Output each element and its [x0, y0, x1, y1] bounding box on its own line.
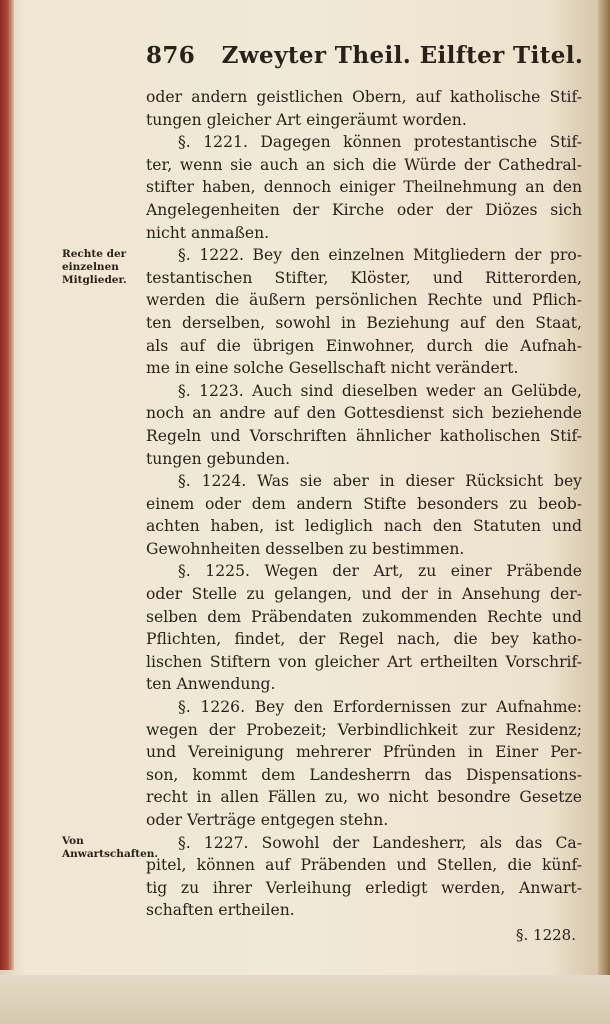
text-line: werden die äußern persönlichen Rechte und Pflich- [146, 291, 582, 310]
text-line: testantischen Stifter, Klöster, und Ritterorden, [146, 268, 582, 287]
text-line: oder Stelle zu gelangen, und der in Ansehung der- [146, 585, 582, 604]
margin-note-anwartschaften: Von Anwartschaften. [62, 835, 159, 860]
text-line: Angelegenheiten der Kirche oder der Diözes sich [146, 200, 582, 219]
text-line: einem oder dem andern Stifte besonders zu beob- [146, 494, 582, 513]
text-line: §. 1221. Dagegen können protestantische Stif- [178, 133, 582, 152]
text-line: recht in allen Fällen zu, wo nicht besondre Gesetze [146, 788, 582, 807]
text-line: §. 1225. Wegen der Art, zu einer Präbende [178, 562, 582, 581]
catchword: §. 1228. [516, 926, 576, 944]
text-line: achten haben, ist lediglich nach den Statuten und [146, 517, 582, 536]
text-line: lischen Stiftern von gleicher Art ertheilten Vorschrif- [146, 652, 582, 671]
text-line: Gewohnheiten desselben zu bestimmen. [146, 539, 465, 558]
text-line: §. 1226. Bey den Erfordernissen zur Aufnahme: [178, 698, 582, 717]
running-title: Zweyter Theil. Eilfter Titel. [221, 42, 584, 69]
text-line: tig zu ihrer Verleihung erledigt werden, Anwart- [146, 878, 582, 897]
page-edge-left [0, 0, 14, 970]
text-line: noch an andre auf den Gottesdienst sich beziehende [146, 404, 582, 423]
text-line: me in eine solche Gesellschaft nicht verändert. [146, 359, 519, 378]
text-line: pitel, können auf Präbenden und Stellen, die künf- [146, 856, 582, 875]
text-line: Pflichten, findet, der Regel nach, die bey katho- [146, 630, 582, 649]
text-line: tungen gleicher Art eingeräumt worden. [146, 110, 467, 129]
text-line: als auf die übrigen Einwohner, durch die Aufnah- [146, 336, 582, 355]
text-line: §. 1227. Sowohl der Landesherr, als das Ca- [178, 833, 582, 852]
text-line: ten derselben, sowohl in Beziehung auf den Staat, [146, 313, 582, 332]
text-line: wegen der Probezeit; Verbindlichkeit zur Residenz; [146, 720, 582, 739]
page-header [146, 42, 583, 69]
text-line: ten Anwendung. [146, 675, 276, 694]
text-line: oder andern geistlichen Obern, auf katholische Stif- [146, 88, 582, 106]
page-edge-right [598, 0, 610, 1024]
text-line: §. 1222. Bey den einzelnen Mitgliedern der pro- [178, 246, 582, 265]
text-line: selben dem Präbendaten zukommenden Rechte und [146, 607, 582, 626]
text-line: nicht anmaßen. [146, 223, 270, 242]
text-line: stifter haben, dennoch einiger Theilnehmung an den [146, 178, 582, 197]
text-line: tungen gebunden. [146, 449, 291, 468]
text-line: §. 1224. Was sie aber in dieser Rücksicht bey [178, 472, 582, 491]
text-line: son, kommt dem Landesherrn das Dispensations- [146, 765, 582, 784]
page-number: 876 [146, 42, 196, 69]
text-line: ter, wenn sie auch an sich die Würde der Cathedral- [146, 155, 582, 174]
margin-note-rechte: Rechte der einzelnen Mitglieder. [62, 248, 127, 286]
body-text [146, 86, 582, 922]
text-line: oder Verträge entgegen stehn. [146, 811, 389, 829]
text-line: Regeln und Vorschriften ähnlicher katholischen Stif- [146, 426, 582, 445]
text-line: §. 1223. Auch sind dieselben weder an Gelübde, [178, 381, 582, 400]
text-line: schaften ertheilen. [146, 901, 295, 920]
text-line: und Vereinigung mehrerer Pfründen in Einer Per- [146, 743, 582, 762]
page-bottom-margin [0, 975, 610, 1024]
